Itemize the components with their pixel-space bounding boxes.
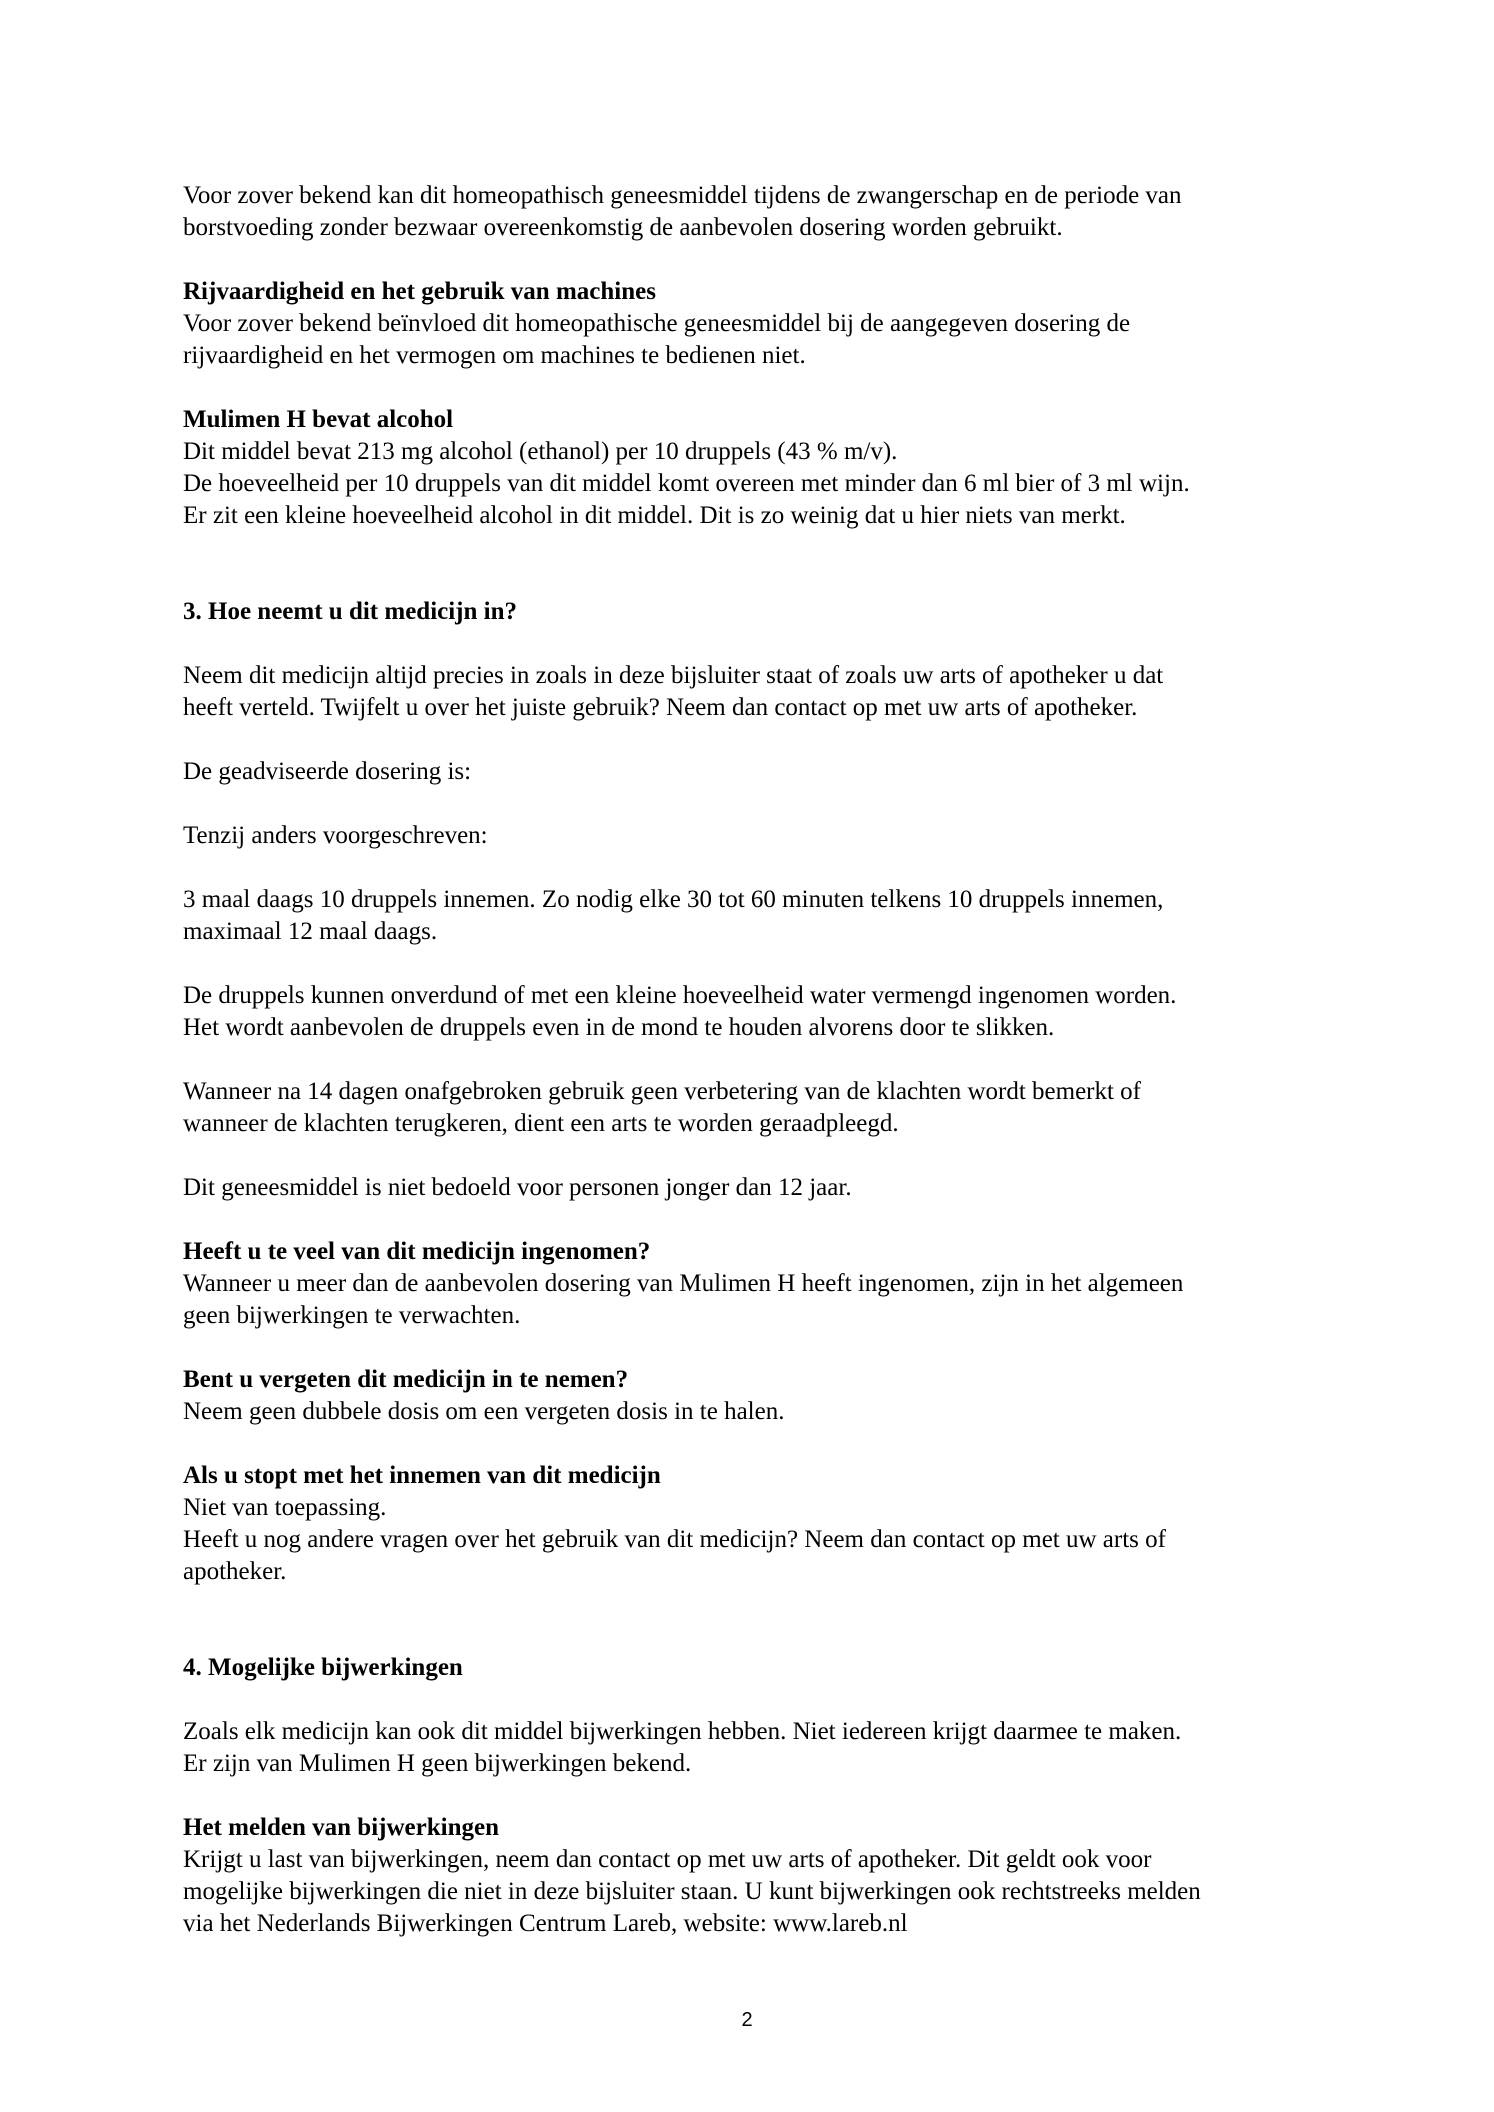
section-3-paragraph-7 (183, 1172, 1323, 1204)
text-line: Krijgt u last van bijwerkingen, neem dan contact op met uw arts of apotheker. Dit geldt ook voor (183, 1846, 1152, 1873)
text-line: wanneer de klachten terugkeren, dient een arts te worden geraadpleegd. (183, 1110, 899, 1137)
driving-section (183, 276, 1323, 372)
text-line: De druppels kunnen onverdund of met een kleine hoeveelheid water vermengd ingenomen worden. (183, 982, 1177, 1009)
overdose-heading: Heeft u te veel van dit medicijn ingenomen? (183, 1238, 651, 1265)
text-line: Neem dit medicijn altijd precies in zoals in deze bijsluiter staat of zoals uw arts of apotheker u dat (183, 662, 1164, 689)
reporting-heading: Het melden van bijwerkingen (183, 1814, 499, 1841)
text-line: De geadviseerde dosering is: (183, 758, 472, 785)
section-4-paragraph-1 (183, 1716, 1323, 1780)
section-3-paragraph-4 (183, 884, 1323, 948)
text-line: Heeft u nog andere vragen over het gebruik van dit medicijn? Neem dan contact op met uw arts of (183, 1526, 1166, 1553)
page-content (183, 180, 1323, 1940)
reporting-section (183, 1812, 1323, 1940)
text-line: Dit middel bevat 213 mg alcohol (ethanol) per 10 druppels (43 % m/v). (183, 438, 898, 465)
intro-paragraph (183, 180, 1323, 244)
text-line: Er zit een kleine hoeveelheid alcohol in dit middel. Dit is zo weinig dat u hier niets van merkt. (183, 502, 1126, 529)
text-line: Er zijn van Mulimen H geen bijwerkingen bekend. (183, 1750, 692, 1777)
stop-section (183, 1460, 1323, 1588)
alcohol-heading: Mulimen H bevat alcohol (183, 406, 454, 433)
section-3-paragraph-3 (183, 820, 1323, 852)
text-line: via het Nederlands Bijwerkingen Centrum Lareb, website: www.lareb.nl (183, 1910, 908, 1937)
text-line: Wanneer u meer dan de aanbevolen dosering van Mulimen H heeft ingenomen, zijn in het algemeen (183, 1270, 1184, 1297)
text-line: Voor zover bekend beïnvloed dit homeopathische geneesmiddel bij de aangegeven dosering de (183, 310, 1131, 337)
text-line: Het wordt aanbevolen de druppels even in de mond te houden alvorens door te slikken. (183, 1014, 1055, 1041)
section-4-heading-block (183, 1652, 1323, 1684)
section-3-paragraph-1 (183, 660, 1323, 724)
text-line: apotheker. (183, 1558, 287, 1585)
section-3-heading: 3. Hoe neemt u dit medicijn in? (183, 598, 518, 625)
section-3-heading-block (183, 596, 1323, 628)
text-line: De hoeveelheid per 10 druppels van dit middel komt overeen met minder dan 6 ml bier of 3 ml wijn. (183, 470, 1190, 497)
text-line: Neem geen dubbele dosis om een vergeten dosis in te halen. (183, 1398, 785, 1425)
text-line: rijvaardigheid en het vermogen om machines te bedienen niet. (183, 342, 806, 369)
section-3-paragraph-2 (183, 756, 1323, 788)
section-3-paragraph-6 (183, 1076, 1323, 1140)
text-line: geen bijwerkingen te verwachten. (183, 1302, 521, 1329)
text-line: Tenzij anders voorgeschreven: (183, 822, 488, 849)
section-3-paragraph-5 (183, 980, 1323, 1044)
text-line: 3 maal daags 10 druppels innemen. Zo nodig elke 30 tot 60 minuten telkens 10 druppels innemen, (183, 886, 1164, 913)
text-line: borstvoeding zonder bezwaar overeenkomstig de aanbevolen dosering worden gebruikt. (183, 214, 1063, 241)
text-line: heeft verteld. Twijfelt u over het juiste gebruik? Neem dan contact op met uw arts of apotheker. (183, 694, 1138, 721)
forgot-section (183, 1364, 1323, 1428)
forgot-heading: Bent u vergeten dit medicijn in te nemen? (183, 1366, 629, 1393)
text-line: Wanneer na 14 dagen onafgebroken gebruik geen verbetering van de klachten wordt bemerkt of (183, 1078, 1142, 1105)
page-number: 2 (741, 2009, 753, 2031)
text-line: Dit geneesmiddel is niet bedoeld voor personen jonger dan 12 jaar. (183, 1174, 852, 1201)
text-line: Voor zover bekend kan dit homeopathisch geneesmiddel tijdens de zwangerschap en de periode van (183, 182, 1182, 209)
text-line: Zoals elk medicijn kan ook dit middel bijwerkingen hebben. Niet iedereen krijgt daarmee te maken. (183, 1718, 1182, 1745)
section-4-heading: 4. Mogelijke bijwerkingen (183, 1654, 463, 1681)
text-line: Niet van toepassing. (183, 1494, 387, 1521)
driving-heading: Rijvaardigheid en het gebruik van machines (183, 278, 656, 305)
text-line: maximaal 12 maal daags. (183, 918, 438, 945)
stop-heading: Als u stopt met het innemen van dit medicijn (183, 1462, 661, 1489)
alcohol-section (183, 404, 1323, 532)
overdose-section (183, 1236, 1323, 1332)
text-line: mogelijke bijwerkingen die niet in deze bijsluiter staan. U kunt bijwerkingen ook rechtstreeks melden (183, 1878, 1201, 1905)
